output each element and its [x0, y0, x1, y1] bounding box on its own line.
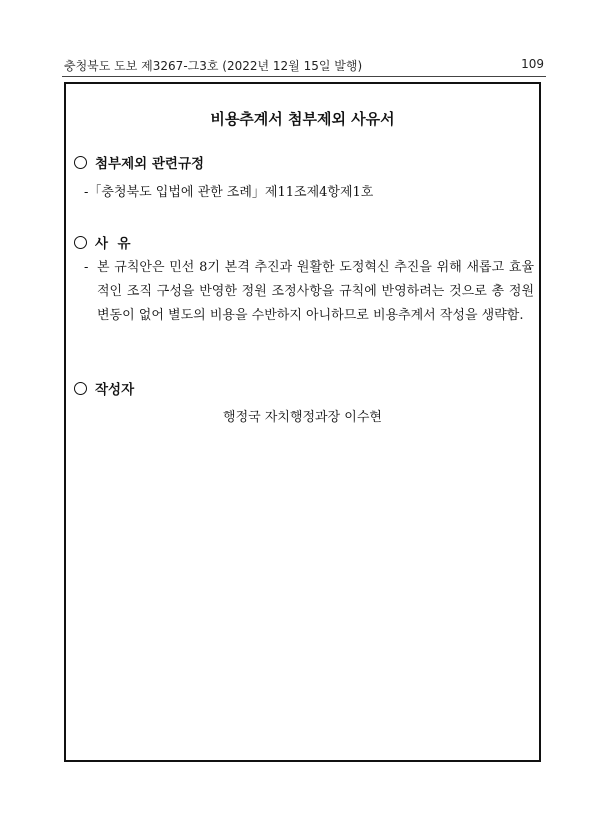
reason-paragraph — [84, 256, 534, 328]
section-heading-text: 첨부제외 관련규정 — [95, 156, 205, 172]
author-name: 행정국 자치행정과장 이수현 — [223, 410, 382, 425]
header-rule — [62, 76, 546, 77]
circle-bullet-icon — [74, 382, 87, 395]
page-header — [64, 57, 544, 75]
section-heading-text: 작성자 — [95, 382, 135, 398]
circle-bullet-icon — [74, 156, 87, 169]
document-title: 비용추계서 첨부제외 사유서 — [210, 110, 395, 128]
document-box — [64, 82, 541, 762]
section-heading-author — [74, 378, 134, 398]
dash-marker: - — [84, 260, 89, 275]
page-number: 109 — [521, 57, 544, 71]
reason-text: 본 규칙안은 민선 8기 본격 추진과 원활한 도정혁신 추진을 위해 새롭고 효율적인 조직 구성을 반영한 정원 조정사항을 규칙에 반영하려는 것으로 총 정원 변동이 없어 별도의 비용을 수반하지 아니하므로 비용추계서 작성을 생략함. — [97, 260, 534, 323]
section-heading-reason — [74, 232, 130, 252]
publication-info: 충청북도 도보 제3267-그3호 (2022년 12월 15일 발행) — [64, 59, 363, 73]
circle-bullet-icon — [74, 236, 87, 249]
section-heading-text: 사 유 — [95, 236, 131, 252]
regulation-bullet: -「충청북도 입법에 관한 조례」제11조제4항제1호 — [84, 185, 374, 200]
section-heading-regulation — [74, 152, 204, 172]
